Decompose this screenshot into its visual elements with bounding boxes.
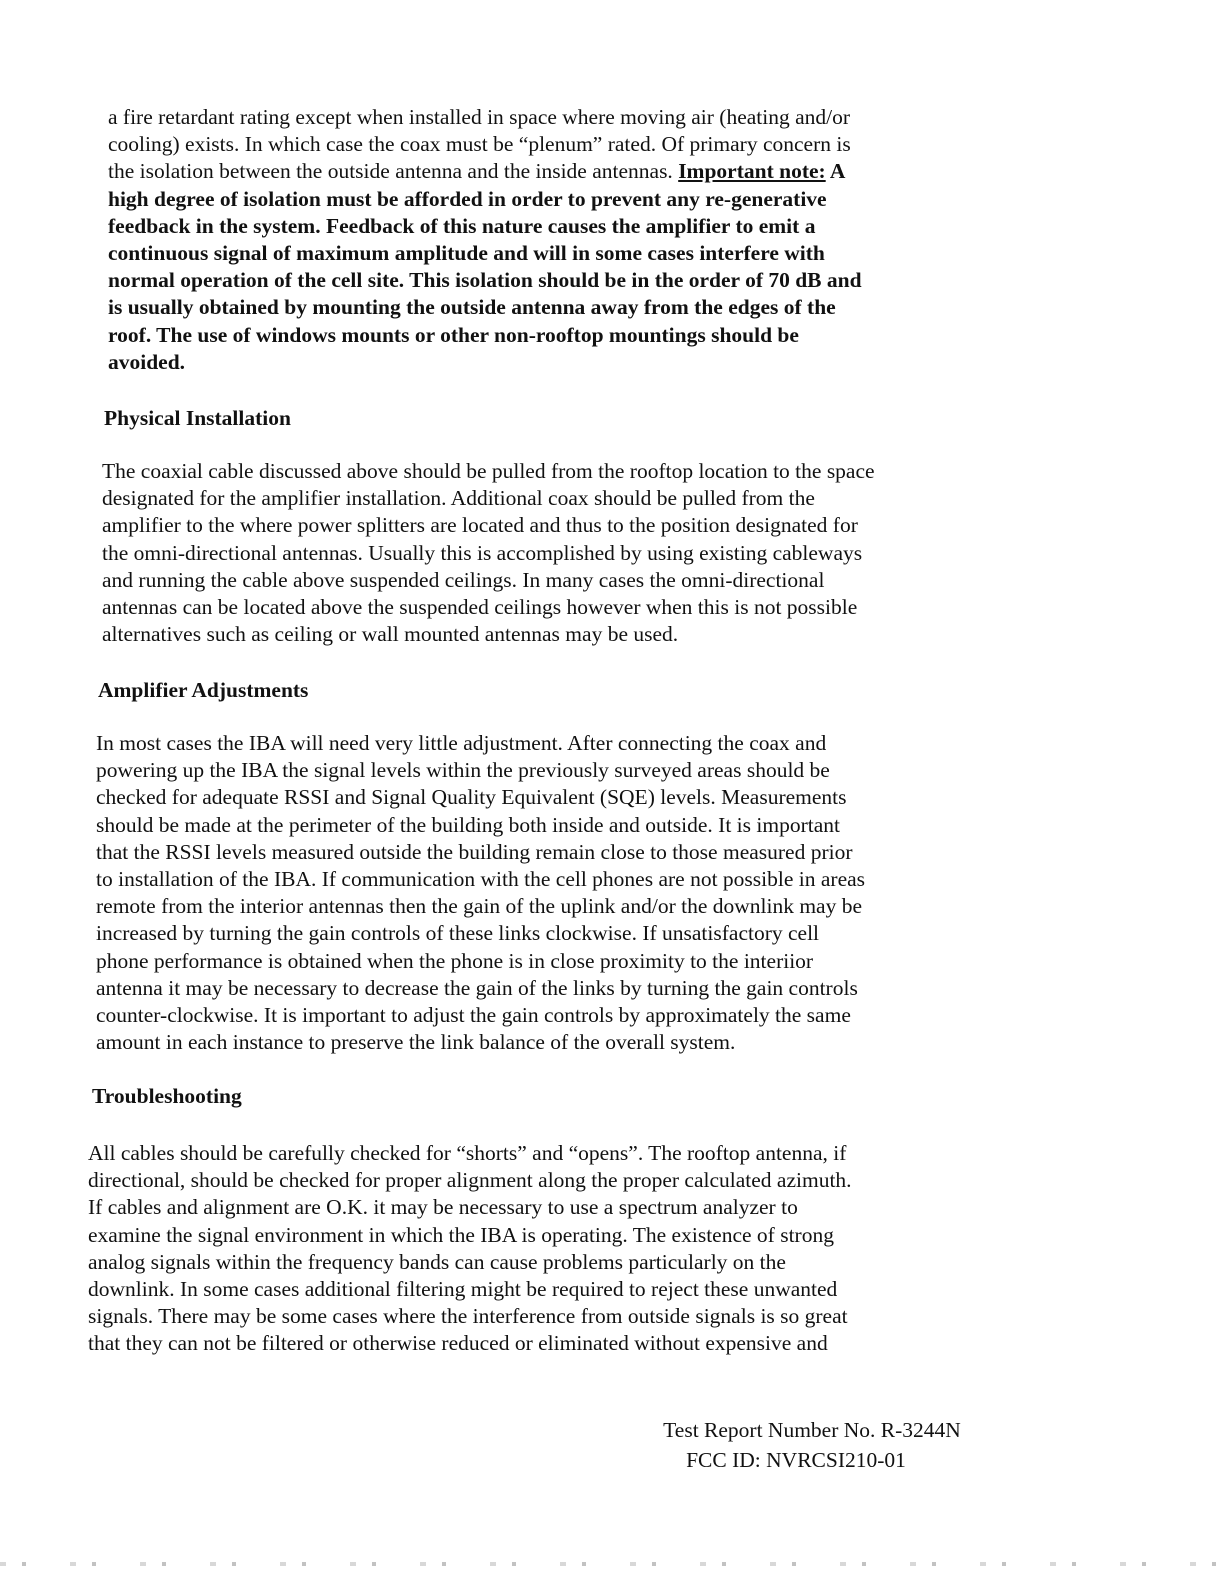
physical-installation-body: The coaxial cable discussed above should be pulled from the rooftop location to the space designated for the amplifier installation. Additional coax should be pulled from the amplifier to the where power splitters are located and thus to the position designated for the omni-directional antennas. Usually this is accomplished by using existing cableways and running the cable above suspended ceilings. In many cases the omni-directional antennas can be located above the suspended ceilings however when this is not possible alternatives such as ceiling or wall mounted antennas may be used. [102,459,875,647]
scan-noise-edge [0,1562,1224,1566]
section-heading-troubleshooting: Troubleshooting [92,1084,242,1108]
footer-report-number: Test Report Number No. R-3244N [663,1418,961,1442]
important-note-label: Important note: [678,159,826,184]
section-heading-physical-installation: Physical Installation [104,406,291,430]
troubleshooting-body: All cables should be carefully checked for “shorts” and “opens”. The rooftop antenna, if directional, should be checked for proper alignment along the proper calculated azimuth. If cables and alignment are O.K. it may be necessary to use a spectrum analyzer to examine the signal environment in which the IBA is operating. The existence of strong analog signals within the frequency bands can cause problems particularly on the downlink. In some cases additional filtering might be required to reject these unwanted signals. There may be some cases where the interference from outside signals is so great that they can not be filtered or otherwise reduced or eliminated without expensive and [88,1141,852,1356]
intro-normal-text: a fire retardant rating except when installed in space where moving air (heating and/or cooling) exists. In which case the coax must be “plenum” rated. Of primary concern is the isolation between the outside antenna and the inside antennas. [108,105,851,184]
important-note-text: A high degree of isolation must be afforded in order to prevent any re-generative feedback in the system. Feedback of this nature causes the amplifier to emit a continuous signal of maximum amplitude and will in some cases interfere with normal operation of the cell site. This isolation should be in the order of 70 dB and is usually obtained by mounting the outside antenna away from the edges of the roof. The use of windows mounts or other non-rooftop mountings should be avoided. [108,159,862,374]
section-heading-amplifier-adjustments: Amplifier Adjustments [98,678,309,702]
amplifier-adjustments-body: In most cases the IBA will need very little adjustment. After connecting the coax and powering up the IBA the signal levels within the previously surveyed areas should be checked for adequate RSSI and Signal Quality Equivalent (SQE) levels. Measurements should be made at the perimeter of the building both inside and outside. It is important that the RSSI levels measured outside the building remain close to those measured prior to installation of the IBA. If communication with the cell phones are not possible in areas remote from the interior antennas then the gain of the uplink and/or the downlink may be increased by turning the gain controls of these links clockwise. If unsatisfactory cell phone performance is obtained when the phone is in close proximity to the interiior antenna it may be necessary to decrease the gain of the links by turning the gain controls counter-clockwise. It is important to adjust the gain controls by approximately the same amount in each instance to preserve the link balance of the overall system. [96,731,866,1055]
footer-fcc-id: FCC ID: NVRCSI210-01 [686,1448,906,1472]
intro-paragraph [108,104,968,376]
